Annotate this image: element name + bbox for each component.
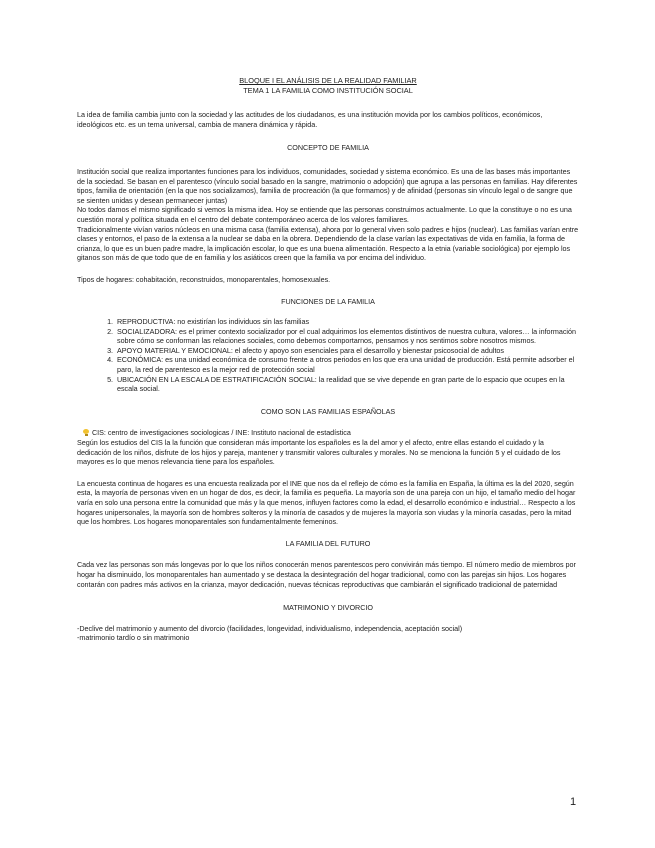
lightbulb-icon (83, 429, 89, 436)
intro-paragraph: La idea de familia cambia junto con la sociedad y las actitudes de los ciudadanos, es una institución movida por los cambios políticos, económicos, ideológicos etc. es un tema universal, cambia de manera dinámica y rápida. (77, 110, 543, 129)
list-item: 4. ECONÓMICA: es una unidad económica de consumo frente a otros periodos en los que era una unidad de producción. Está permite adsorber el paro, la red de parentesco es la mejor red de protección social (115, 355, 579, 374)
matrimonio-line-1: -Declive del matrimonio y aumento del divorcio (facilidades, longevidad, individualismo, independencia, aceptación social) (77, 623, 463, 633)
section-title-familias-espanolas: COMO SON LAS FAMILIAS ESPAÑOLAS (260, 406, 396, 416)
list-item: 3. APOYO MATERIAL Y EMOCIONAL: el afecto y apoyo son esenciales para el desarrollo y bienestar psicosocial de adultos (115, 346, 579, 356)
section-title-matrimonio: MATRIMONIO Y DIVORCIO (283, 603, 373, 613)
concepto-paragraph-4: Tipos de hogares: cohabitación, reconstruidos, monoparentales, homosexuales. (77, 274, 331, 284)
matrimonio-line-2: -matrimonio tardío o sin matrimonio (77, 633, 190, 643)
note-line (77, 428, 579, 438)
concepto-paragraph-1: Institución social que realiza importantes funciones para los individuos, comunidades, sociedad y sistema económico. Es una de las bases más importantes de la sociedad. Se basan en el parentesco (vínculo social basado en la sangre, matrimonio o adopción) que agrupa a las personas en familias. Hay diferentes tipos, familia de orientación (en la que nos socializamos), familia de procreación (la que formamos) y de afinidad (personas sin vínculo legal o de sangre que se sienten unidas y desean permanecer juntas) (77, 166, 578, 205)
concepto-paragraph-3: Tradicionalmente vivían varios núcleos en una misma casa (familia extensa), ahora por lo general viven solo padres e hijos (nuclear). Las familias varían entre clases y entornos, el paso de la extensa a la nuclear se daba en la obrera. Dependiendo de la clase varían las expectativas de vida en familia, la forma de crianza, lo que es un buen padre madre, la implicación escolar, lo que es una buena alimentación. Respecto a la etnia (variable sociológica) por ejemplo los gitanos son más de que todo que de en familia y los asiáticos creen que la familia va por encima del individuo. (77, 224, 579, 263)
list-item: 2. SOCIALIZADORA: es el primer contexto socializador por el cual adquirimos los elementos distintivos de nuestra cultura, valores… la información sobre cómo se conforman las relaciones sociales, como debemos comportarnos, pensamos y nos sentimos sobre nosotros mismos. (115, 327, 579, 346)
list-item: 5. UBICACIÓN EN LA ESCALA DE ESTRATIFICACIÓN SOCIAL: la realidad que se vive depende en gran parte de lo espacio que ocupes en la escala social. (115, 375, 579, 394)
familias-paragraph-2: La encuesta continua de hogares es una encuesta realizada por el INE que nos da el reflejo de cómo es la familia en España, la última es la del 2020, según esta, la mayoría de personas viven en un hogar de dos, es decir, la familia es pequeña. La mayoría son de una pareja con un hijo, el tamaño medio del hogar varía en solo una persona entre la comunidad que más y la que menos, influyen factores como la edad, el desarrollo económico e industrial… Respecto a los hogares unipersonales, la mayoría son de hombres solteros y la minoría de casados y de mujeres la mayoría son viudas y la minoría casadas, pero la mitad que los hombres. Los hogares monoparentales son fundamentalmente femeninos. (77, 478, 576, 527)
section-title-concepto: CONCEPTO DE FAMILIA (287, 143, 369, 153)
list-item: 1. REPRODUCTIVA: no existirían los individuos sin las familias (115, 317, 579, 327)
page-number: 1 (570, 796, 577, 808)
concepto-paragraph-2: No todos damos el mismo significado si vemos la misma idea. Hoy se entiende que las personas construimos actualmente. Lo que la constituye o no es una cuestión moral y política situada en el centro del debate contemporáneo acerca de los valores familiares. (77, 205, 572, 224)
topic-heading: TEMA 1 LA FAMILIA COMO INSTITUCIÓN SOCIAL (243, 85, 413, 95)
futuro-paragraph: Cada vez las personas son más longevas por lo que los niños conocerán menos parentescos pero convivirán más tiempo. El número medio de miembros por hogar ha disminuido, los monoparentales han aumentado y se destaca la desintegración del hogar tradicional, como con las parejas sin hijos. Los hogares contarán con padres más activos en la crianza, mayor dedicación, nuevas técnicas reproductivas que cambiarán el significado tradicional de paternidad (77, 560, 576, 589)
section-title-funciones: FUNCIONES DE LA FAMILIA (281, 296, 375, 306)
note-text: CIS: centro de investigaciones sociologicas / INE: Instituto nacional de estadística (92, 428, 351, 438)
document-page (77, 76, 579, 643)
funciones-list (77, 317, 579, 394)
section-title-futuro: LA FAMILIA DEL FUTURO (285, 538, 371, 548)
familias-paragraph-1: Según los estudios del CIS la la función que consideran más importante los españoles es la del amor y el afecto, entre ellas estando el cuidado y la dedicación de los niños, disfrute de los hijos y pareja, mantener y transmitir valores culturales y morales. No se menciona la función 5 y el cuidado de los mayores es lo que menos relevancia tiene para los españoles. (77, 438, 561, 467)
block-heading: BLOQUE I EL ANÁLISIS DE LA REALIDAD FAMILIAR (239, 76, 417, 85)
